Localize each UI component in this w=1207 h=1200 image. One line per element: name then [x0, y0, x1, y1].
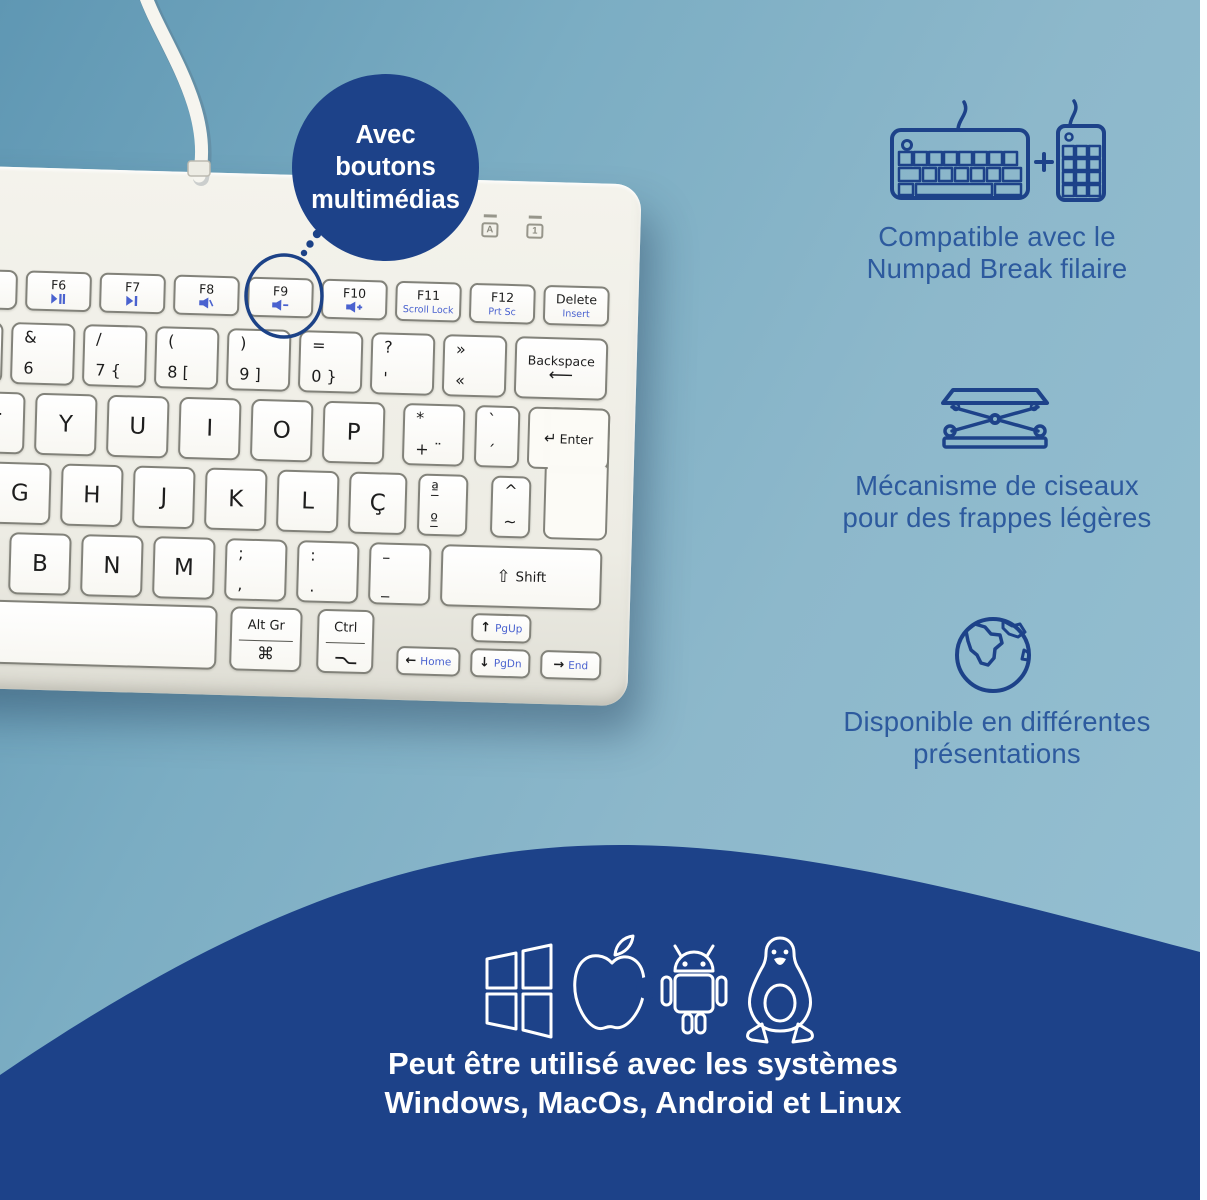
key-comma: ; ,	[224, 538, 288, 602]
key-j: J	[132, 466, 196, 530]
key-m: M	[152, 536, 216, 600]
next-track-icon	[126, 295, 138, 306]
play-pause-icon	[51, 293, 66, 304]
feature-text-numpad	[787, 221, 1207, 285]
key-f11: F11 Scroll Lock	[395, 281, 462, 323]
feature-line: Mécanisme de ciseaux	[855, 470, 1139, 501]
key-ordinal: ª º	[417, 473, 469, 536]
key-f9: F9	[247, 277, 314, 319]
feature-text-scissor	[787, 470, 1207, 534]
key-pgup: ↑ PgUp	[471, 613, 532, 644]
feature-line: Compatible avec le	[878, 221, 1116, 252]
bottom-wave	[0, 845, 1200, 1200]
volume-down-icon	[272, 299, 288, 310]
key-f5-partial	[0, 268, 18, 310]
key-digit-0: = 0 }	[298, 330, 364, 394]
key-i: I	[178, 397, 242, 461]
key-acute-grave: ` ´	[474, 405, 521, 468]
key-f6: F6	[25, 270, 92, 312]
key-k: K	[204, 468, 268, 532]
backspace-arrow-icon: ⟵	[548, 364, 574, 386]
key-plus-asterisk: * + ¨	[402, 403, 466, 467]
key-y: Y	[34, 393, 98, 457]
key-shift: ⇧ Shift	[440, 544, 603, 610]
key-c-cedilla: Ç	[348, 472, 408, 536]
key-n: N	[80, 534, 144, 598]
key-f12: F12 Prt Sc	[469, 283, 536, 325]
key-backspace: Backspace ⟵	[514, 336, 609, 401]
key-o: O	[250, 399, 314, 463]
key-f10: F10	[321, 279, 388, 321]
bottom-line: Peut être utilisé avec les systèmes	[387, 1046, 899, 1081]
globe-icon	[957, 619, 1029, 691]
feature-line: Disponible en différentes	[843, 706, 1151, 737]
lock-indicator-1: 1	[526, 223, 543, 238]
callout-line: Avec	[355, 120, 416, 149]
key-g: G	[0, 462, 52, 526]
key-altgr: Alt Gr ⌘	[229, 606, 303, 672]
alt-option-icon	[333, 654, 357, 667]
key-tilde: ^ ~	[490, 476, 532, 539]
key-t	[0, 391, 26, 455]
key-enter-label: ↵ Enter	[543, 428, 594, 448]
scissor-mechanism-icon	[943, 390, 1047, 447]
key-ctrl: Ctrl	[316, 609, 375, 675]
feature-line: pour des frappes légères	[842, 502, 1152, 534]
key-home: ← Home	[396, 646, 461, 677]
volume-up-icon	[346, 301, 362, 312]
callout-bubble	[292, 74, 479, 261]
os-compatibility-text	[343, 1044, 943, 1122]
enter-arrow-icon: ↵	[543, 428, 557, 448]
key-p: P	[322, 401, 386, 465]
bottom-line: Windows, MacOs, Android et Linux	[384, 1085, 902, 1121]
key-digit-9: ) 9 ]	[226, 328, 292, 392]
key-apostrophe: ? '	[370, 332, 436, 396]
key-f8: F8	[173, 275, 240, 317]
key-digit-6: & 6	[10, 322, 76, 386]
key-digit-8: ( 8 [	[154, 326, 220, 390]
feature-line: Numpad Break filaire	[866, 253, 1128, 285]
keyboard-plus-numpad-icon	[892, 101, 1104, 200]
feature-line: présentations	[913, 738, 1081, 770]
keyboard-body	[0, 165, 642, 706]
shift-arrow-icon: ⇧	[495, 566, 511, 588]
lock-indicator-a: A	[481, 222, 498, 237]
key-period: : .	[296, 540, 360, 604]
feature-text-presentations	[787, 706, 1207, 770]
key-l: L	[276, 470, 340, 534]
key-hyphen: – _	[368, 542, 432, 606]
callout-line: multimédias	[311, 185, 460, 214]
led-dash	[529, 215, 542, 218]
key-h: H	[60, 464, 124, 528]
key-num5-partial	[0, 320, 4, 384]
key-guillemets: » «	[442, 334, 508, 398]
mute-icon	[199, 297, 213, 308]
key-pgdn: ↓ PgDn	[470, 648, 531, 679]
led-dash	[484, 214, 497, 217]
key-digit-7: / 7 {	[82, 324, 148, 388]
key-u: U	[106, 395, 170, 459]
key-delete: Delete Insert	[543, 285, 610, 327]
key-spacebar	[0, 598, 218, 670]
key-f7: F7	[99, 273, 166, 315]
callout-line: boutons	[335, 153, 436, 182]
key-b: B	[8, 532, 72, 596]
command-icon: ⌘	[256, 644, 275, 665]
key-end: → End	[540, 650, 602, 681]
